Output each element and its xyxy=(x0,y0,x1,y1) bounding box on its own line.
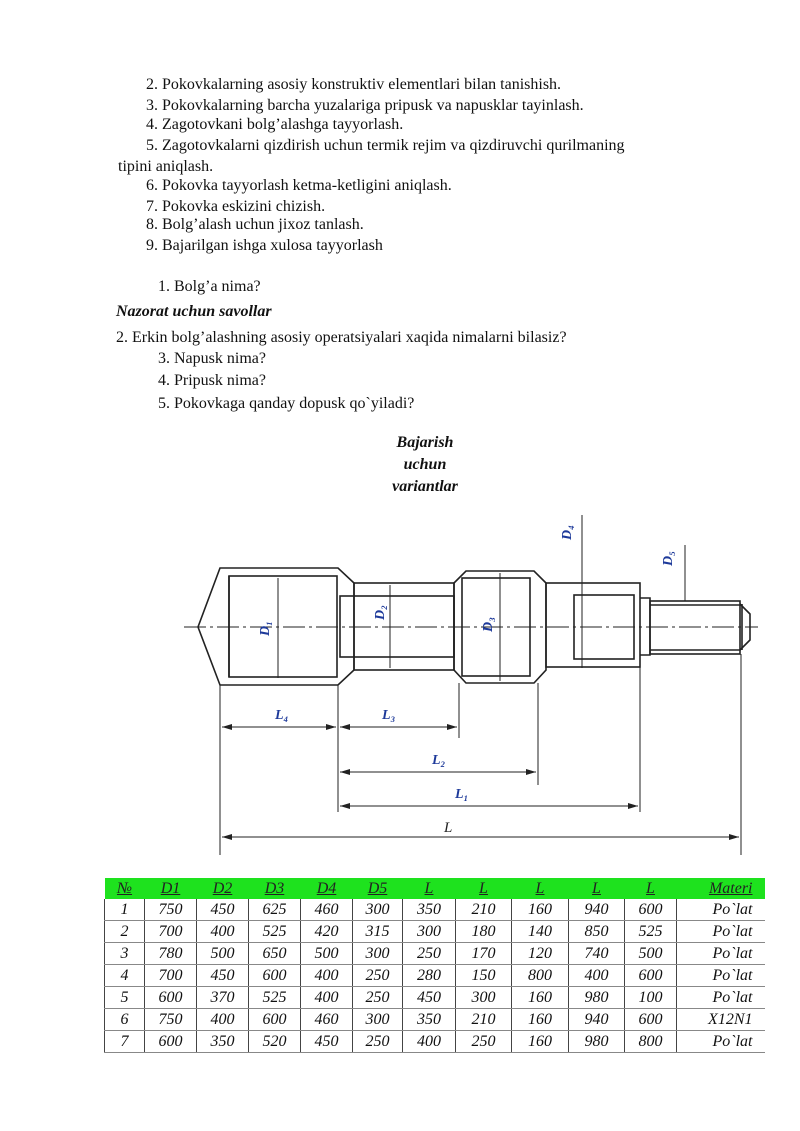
table-cell: 120 xyxy=(512,943,569,965)
task-item-continuation: tipini aniqlash. xyxy=(118,158,214,175)
task-item: 7. Pokovka eskizini chizish. xyxy=(146,198,326,215)
variants-heading-line: Bajarish xyxy=(396,434,454,451)
table-cell: 980 xyxy=(569,987,625,1009)
material-cell: Po`lat xyxy=(677,965,765,987)
table-cell: 400 xyxy=(403,1031,456,1053)
table-row xyxy=(105,965,765,987)
table-cell: 600 xyxy=(145,1031,197,1053)
column-header: D5 xyxy=(353,878,403,899)
table-cell: 600 xyxy=(145,987,197,1009)
table-cell: 160 xyxy=(512,1031,569,1053)
table-cell: 700 xyxy=(145,921,197,943)
table-cell: 140 xyxy=(512,921,569,943)
table-cell: 780 xyxy=(145,943,197,965)
table-cell: 350 xyxy=(197,1031,249,1053)
question-item: 1. Bolg’a nima? xyxy=(158,278,261,295)
table-cell: 420 xyxy=(301,921,353,943)
column-header: D3 xyxy=(249,878,301,899)
questions-heading: Nazorat uchun savollar xyxy=(116,303,272,320)
table-cell: 460 xyxy=(301,899,353,921)
table-cell: 600 xyxy=(625,1009,677,1031)
table-cell: 400 xyxy=(197,1009,249,1031)
table-cell: 210 xyxy=(456,1009,512,1031)
table-cell: 315 xyxy=(353,921,403,943)
column-header: D4 xyxy=(301,878,353,899)
d3-label: D₃ xyxy=(481,617,496,632)
variants-heading xyxy=(300,432,550,498)
table-cell: 300 xyxy=(353,899,403,921)
table-cell: 300 xyxy=(353,943,403,965)
table-cell: 250 xyxy=(456,1031,512,1053)
row-number-cell: 3 xyxy=(105,943,145,965)
table-cell: 460 xyxy=(301,1009,353,1031)
d4-label: D₄ xyxy=(560,525,575,540)
table-row xyxy=(105,921,765,943)
table-cell: 450 xyxy=(197,899,249,921)
column-header: D2 xyxy=(197,878,249,899)
table-cell: 600 xyxy=(249,965,301,987)
d1-label: D₁ xyxy=(258,621,273,636)
table-cell: 625 xyxy=(249,899,301,921)
question-item: 5. Pokovkaga qanday dopusk qo`yiladi? xyxy=(158,395,415,412)
table-cell: 400 xyxy=(569,965,625,987)
task-item: 4. Zagotovkani bolg’alashga tayyorlash. xyxy=(146,116,404,133)
table-header-row xyxy=(105,878,765,899)
table-cell: 250 xyxy=(403,943,456,965)
table-cell: 500 xyxy=(301,943,353,965)
table-cell: 450 xyxy=(301,1031,353,1053)
table-cell: 800 xyxy=(625,1031,677,1053)
table-cell: 180 xyxy=(456,921,512,943)
table-cell: 160 xyxy=(512,987,569,1009)
table-cell: 400 xyxy=(301,965,353,987)
row-number-cell: 7 xyxy=(105,1031,145,1053)
table-cell: 350 xyxy=(403,899,456,921)
shaft-drawing xyxy=(0,505,800,865)
table-cell: 250 xyxy=(353,1031,403,1053)
table-cell: 370 xyxy=(197,987,249,1009)
table-cell: 500 xyxy=(197,943,249,965)
table-row xyxy=(105,1009,765,1031)
table-cell: 250 xyxy=(353,987,403,1009)
task-item: 9. Bajarilgan ishga xulosa tayyorlash xyxy=(146,237,383,254)
table-cell: 750 xyxy=(145,1009,197,1031)
table-row xyxy=(105,987,765,1009)
table-cell: 600 xyxy=(625,899,677,921)
material-cell: X12N1 xyxy=(677,1009,765,1031)
table-cell: 980 xyxy=(569,1031,625,1053)
column-header: Materi xyxy=(677,878,765,899)
table-cell: 750 xyxy=(145,899,197,921)
table-cell: 300 xyxy=(403,921,456,943)
table-cell: 350 xyxy=(403,1009,456,1031)
table-cell: 525 xyxy=(249,921,301,943)
row-number-cell: 1 xyxy=(105,899,145,921)
material-cell: Po`lat xyxy=(677,987,765,1009)
table-cell: 300 xyxy=(353,1009,403,1031)
table-cell: 525 xyxy=(625,921,677,943)
variants-table xyxy=(104,878,765,1053)
row-number-cell: 5 xyxy=(105,987,145,1009)
row-number-cell: 4 xyxy=(105,965,145,987)
column-header: № xyxy=(105,878,145,899)
material-cell: Po`lat xyxy=(677,943,765,965)
question-item: 4. Pripusk nima? xyxy=(158,372,266,389)
variants-heading-line: uchun xyxy=(403,456,447,473)
table-cell: 500 xyxy=(625,943,677,965)
table-cell: 400 xyxy=(197,921,249,943)
table-cell: 450 xyxy=(403,987,456,1009)
column-header: L xyxy=(569,878,625,899)
column-header: L xyxy=(403,878,456,899)
material-cell: Po`lat xyxy=(677,1031,765,1053)
table-cell: 740 xyxy=(569,943,625,965)
table-cell: 700 xyxy=(145,965,197,987)
table-cell: 250 xyxy=(353,965,403,987)
table-row xyxy=(105,943,765,965)
l-label: L xyxy=(444,820,453,836)
l4-label: L₄ xyxy=(275,708,289,723)
table-cell: 940 xyxy=(569,899,625,921)
table-row xyxy=(105,1031,765,1053)
column-header: D1 xyxy=(145,878,197,899)
table-cell: 650 xyxy=(249,943,301,965)
table-cell: 600 xyxy=(625,965,677,987)
table-cell: 170 xyxy=(456,943,512,965)
question-item: 3. Napusk nima? xyxy=(158,350,266,367)
table-cell: 100 xyxy=(625,987,677,1009)
question-item: 2. Erkin bolg’alashning asosiy operatsiyalari xaqida nimalarni bilasiz? xyxy=(116,329,567,346)
task-item: 6. Pokovka tayyorlash ketma-ketligini aniqlash. xyxy=(146,177,452,194)
table-cell: 520 xyxy=(249,1031,301,1053)
l3-label: L₃ xyxy=(382,708,396,723)
column-header: L xyxy=(625,878,677,899)
d5-label: D₅ xyxy=(661,551,676,566)
task-item: 8. Bolg’alash uchun jixoz tanlash. xyxy=(146,216,364,233)
table-cell: 160 xyxy=(512,1009,569,1031)
table-cell: 150 xyxy=(456,965,512,987)
row-number-cell: 2 xyxy=(105,921,145,943)
l1-label: L₁ xyxy=(455,787,469,802)
table-cell: 525 xyxy=(249,987,301,1009)
table-cell: 800 xyxy=(512,965,569,987)
table-cell: 300 xyxy=(456,987,512,1009)
l2-label: L₂ xyxy=(432,753,446,768)
table-cell: 450 xyxy=(197,965,249,987)
d2-label: D₂ xyxy=(373,605,388,620)
material-cell: Po`lat xyxy=(677,921,765,943)
table-cell: 210 xyxy=(456,899,512,921)
column-header: L xyxy=(512,878,569,899)
table-cell: 600 xyxy=(249,1009,301,1031)
table-cell: 160 xyxy=(512,899,569,921)
variants-heading-line: variantlar xyxy=(392,478,458,495)
column-header: L xyxy=(456,878,512,899)
task-item: 5. Zagotovkalarni qizdirish uchun termik rejim va qizdiruvchi qurilmaning xyxy=(146,137,625,154)
material-cell: Po`lat xyxy=(677,899,765,921)
table-cell: 940 xyxy=(569,1009,625,1031)
task-item: 2. Pokovkalarning asosiy konstruktiv elementlari bilan tanishish. xyxy=(146,76,562,93)
table-cell: 850 xyxy=(569,921,625,943)
table-cell: 400 xyxy=(301,987,353,1009)
table-cell: 280 xyxy=(403,965,456,987)
table-row xyxy=(105,899,765,921)
task-item: 3. Pokovkalarning barcha yuzalariga pripusk va napusklar tayinlash. xyxy=(146,97,584,114)
row-number-cell: 6 xyxy=(105,1009,145,1031)
